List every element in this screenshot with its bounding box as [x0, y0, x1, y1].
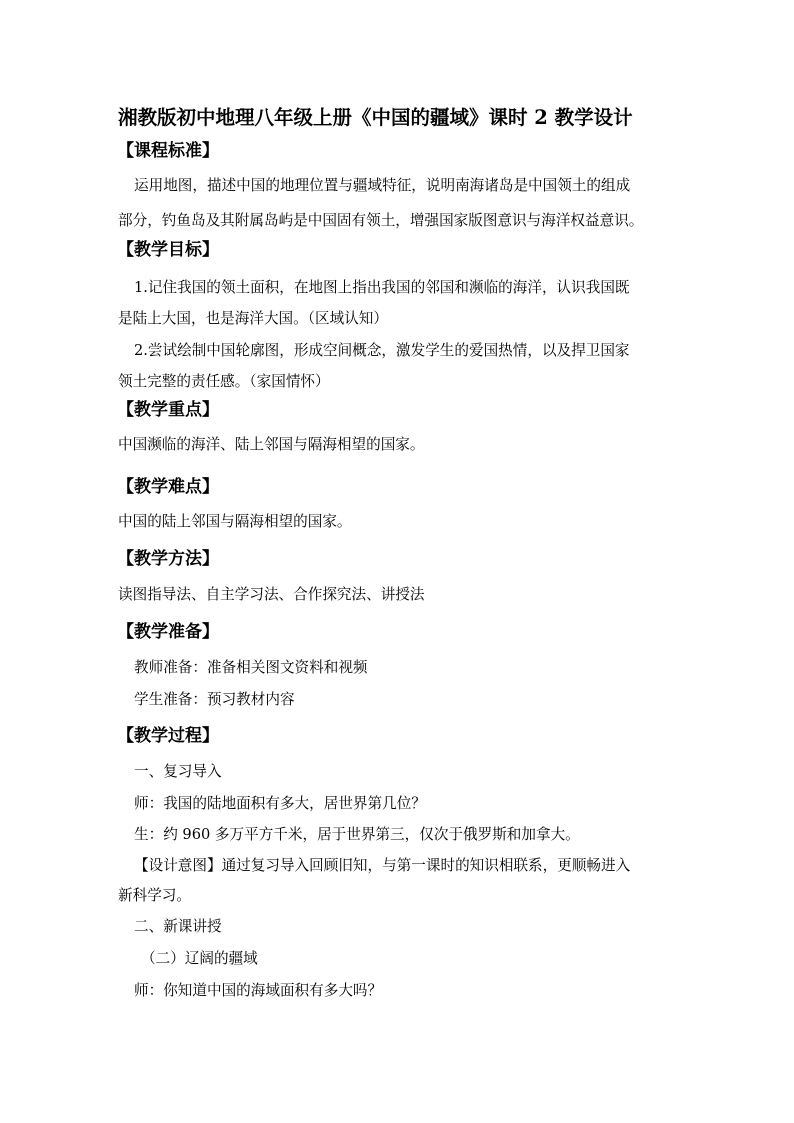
process-line-7: （二）辽阔的疆域: [141, 950, 258, 967]
preparation-teacher: 教师准备：准备相关图文资料和视频: [134, 659, 368, 676]
heading-difficulties: 【教学难点】: [117, 477, 219, 497]
heading-key-points: 【教学重点】: [117, 400, 219, 420]
process-line-4: 【设计意图】通过复习导入回顾旧知，与第一课时的知识相联系，更顺畅进入: [134, 857, 631, 874]
process-line-2: 师：我国的陆地面积有多大，居世界第几位？: [134, 795, 426, 812]
document-title: 湘教版初中地理八年级上册《中国的疆域》课时 2 教学设计: [118, 106, 633, 129]
standard-line-2: 部分，钓鱼岛及其附属岛屿是中国固有领土，增强国家版图意识与海洋权益意识。: [118, 212, 644, 229]
process-line-5: 新科学习。: [118, 887, 191, 904]
preparation-student: 学生准备：预习教材内容: [134, 691, 295, 708]
objective-line-2: 是陆上大国，也是海洋大国。（区域认知）: [118, 310, 388, 327]
methods-text: 读图指导法、自主学习法、合作探究法、讲授法: [118, 586, 425, 603]
difficulties-text: 中国的陆上邻国与隔海相望的国家。: [118, 513, 352, 530]
process-line-3: 生：约 960 多万平方千米，居于世界第三，仅次于俄罗斯和加拿大。: [134, 826, 580, 843]
key-points-text: 中国濒临的海洋、陆上邻国与隔海相望的国家。: [118, 436, 425, 453]
heading-preparation: 【教学准备】: [117, 622, 219, 642]
objective-line-1: 1.记住我国的领土面积，在地图上指出我国的邻国和濒临的海洋，认识我国既: [134, 279, 630, 296]
process-line-6: 二、新课讲授: [134, 918, 222, 935]
heading-course-standard: 【课程标准】: [117, 141, 219, 161]
objective-line-4: 领土完整的责任感。（家国情怀）: [118, 373, 330, 390]
heading-process: 【教学过程】: [117, 726, 219, 746]
standard-line-1: 运用地图，描述中国的地理位置与疆域特征，说明南海诸岛是中国领土的组成: [134, 177, 631, 194]
process-line-8: 师：你知道中国的海域面积有多大吗？: [134, 982, 383, 999]
objective-line-3: 2.尝试绘制中国轮廓图，形成空间概念，激发学生的爱国热情，以及捍卫国家: [134, 342, 630, 359]
heading-methods: 【教学方法】: [117, 549, 219, 569]
heading-objectives: 【教学目标】: [117, 240, 219, 260]
process-line-1: 一、复习导入: [134, 763, 222, 780]
